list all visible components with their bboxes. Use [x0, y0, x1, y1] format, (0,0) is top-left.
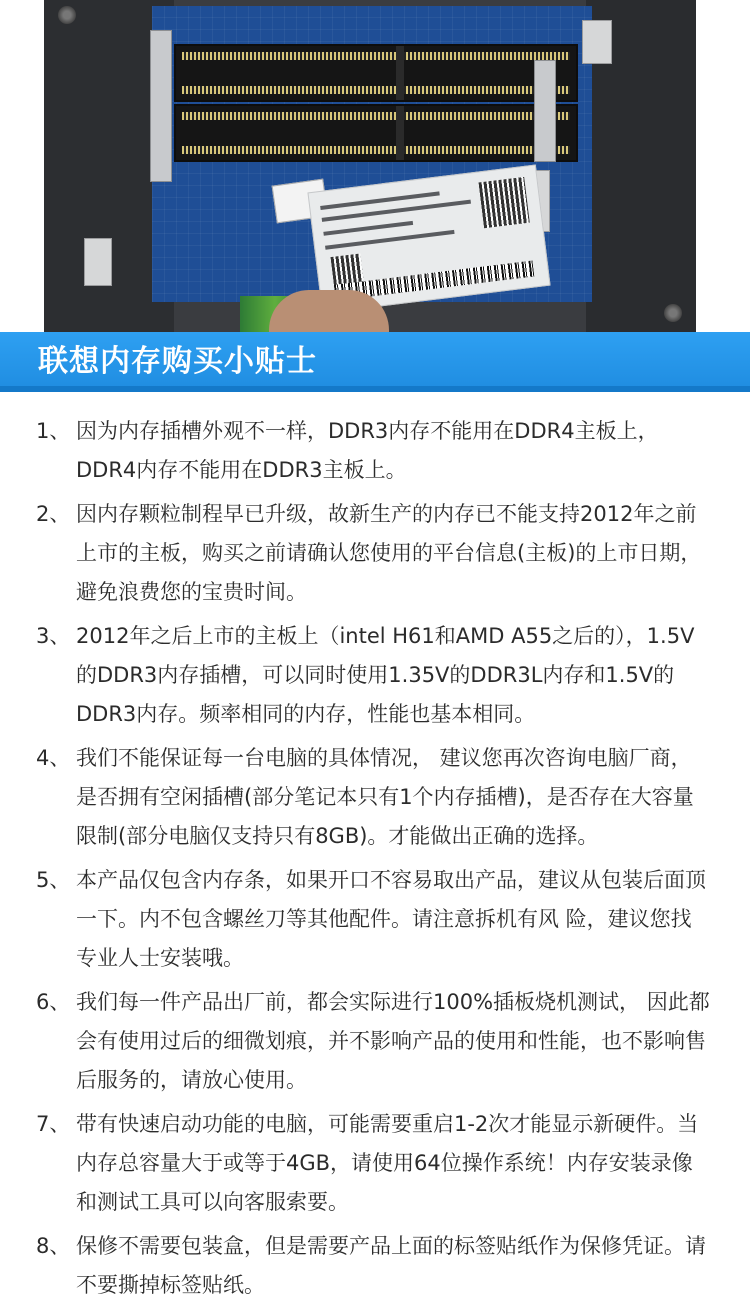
tip-item	[36, 412, 712, 490]
tip-number: 8、	[36, 1234, 71, 1258]
tip-text: 2012年之后上市的主板上（intel H61和AMD A55之后的），1.5V的DDR3内存插槽，可以同时使用1.35V的DDR3L内存和1.5V的DDR3内存。频率相同的内存，性能也基本相同。	[76, 624, 695, 726]
slot-latch-left	[150, 30, 172, 182]
tip-item	[36, 739, 712, 856]
metal-clip	[84, 238, 112, 286]
tip-number: 3、	[36, 624, 71, 648]
metal-clip	[582, 20, 612, 64]
ram-slot-top	[174, 44, 578, 102]
qr-code	[478, 177, 529, 228]
tip-item	[36, 495, 712, 612]
tips-list	[36, 412, 712, 1310]
tip-number: 6、	[36, 990, 71, 1014]
tip-number: 4、	[36, 746, 71, 770]
finger	[269, 290, 389, 332]
tip-item	[36, 861, 712, 978]
tip-item	[36, 1227, 712, 1305]
tips-header	[0, 332, 750, 392]
tip-number: 1、	[36, 419, 71, 443]
ram-slot-photo	[44, 0, 696, 332]
tip-text: 我们不能保证每一台电脑的具体情况， 建议您再次咨询电脑厂商，是否拥有空闲插槽(部分笔记本只有1个内存插槽)，是否存在大容量限制(部分电脑仅支持只有8GB)。才能做出正确的选择。	[76, 746, 694, 848]
tip-number: 7、	[36, 1112, 71, 1136]
tip-text: 本产品仅包含内存条，如果开口不容易取出产品，建议从包装后面顶一下。内不包含螺丝刀等其他配件。请注意拆机有风 险，建议您找专业人士安装哦。	[76, 868, 706, 970]
tips-title: 联想内存购买小贴士	[38, 344, 317, 379]
tip-text: 因为内存插槽外观不一样，DDR3内存不能用在DDR4主板上，DDR4内存不能用在DDR3主板上。	[76, 419, 659, 482]
slot-latch-right	[534, 60, 556, 162]
tip-item	[36, 1105, 712, 1222]
tip-text: 保修不需要包装盒，但是需要产品上面的标签贴纸作为保修凭证。请不要撕掉标签贴纸。	[76, 1234, 706, 1297]
screw	[664, 304, 682, 322]
tip-text: 带有快速启动功能的电脑，可能需要重启1-2次才能显示新硬件。当内存总容量大于或等于4GB，请使用64位操作系统！内存安装录像和测试工具可以向客服索要。	[76, 1112, 699, 1214]
tip-text: 我们每一件产品出厂前，都会实际进行100%插板烧机测试， 因此都会有使用过后的细微划痕，并不影响产品的使用和性能，也不影响售后服务的，请放心使用。	[76, 990, 710, 1092]
tip-number: 2、	[36, 502, 71, 526]
tip-item	[36, 983, 712, 1100]
tip-text: 因内存颗粒制程早已升级，故新生产的内存已不能支持2012年之前上市的主板，购买之前请确认您使用的平台信息(主板)的上市日期，避免浪费您的宝贵时间。	[76, 502, 702, 604]
tip-item	[36, 617, 712, 734]
tip-number: 5、	[36, 868, 71, 892]
ram-slot-bottom	[174, 104, 578, 162]
screw	[58, 6, 76, 24]
